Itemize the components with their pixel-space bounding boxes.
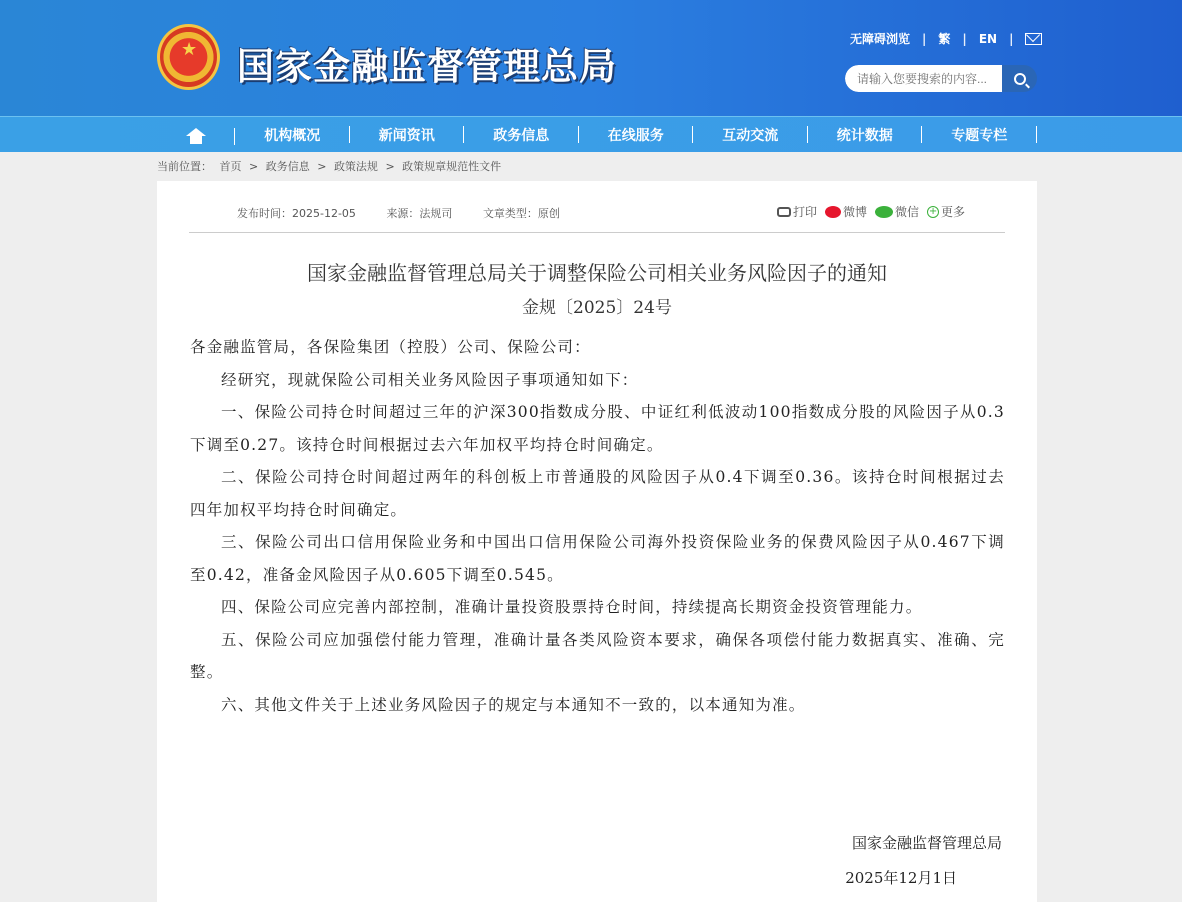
paragraph: 四、保险公司应完善内部控制，准确计量投资股票持仓时间，持续提高长期资金投资管理能力。 (221, 598, 923, 616)
article-panel (157, 181, 1037, 902)
traditional-chinese-link[interactable]: 繁 (938, 32, 951, 46)
nav-item[interactable]: 新闻资讯 (350, 125, 465, 145)
paragraph: 二、保险公司持仓时间超过两年的科创板上市普通股的风险因子从0.4下调至0.36。该持仓时间根据过去四年加权平均持仓时间确定。 (190, 468, 1005, 519)
main-nav (0, 116, 1182, 152)
breadcrumb (157, 158, 505, 174)
weibo-share-button[interactable] (825, 203, 867, 220)
breadcrumb-home[interactable]: 首页 (219, 160, 242, 173)
paragraph: 五、保险公司应加强偿付能力管理，准确计量各类风险资本要求，确保各项偿付能力数据真实、准确、完整。 (190, 630, 1005, 681)
paragraph: 三、保险公司出口信用保险业务和中国出口信用保险公司海外投资保险业务的保费风险因子从0.467下调至0.42，准备金风险因子从0.605下调至0.545。 (190, 533, 1005, 584)
nav-item[interactable]: 机构概况 (235, 125, 350, 145)
publish-date: 发布时间：2025-12-05 (237, 207, 356, 220)
article-title: 国家金融监督管理总局关于调整保险公司相关业务风险因子的通知 (307, 261, 887, 285)
accessibility-link[interactable]: 无障碍浏览 (850, 32, 911, 46)
nav-item[interactable]: 统计数据 (808, 125, 923, 145)
search-icon (1014, 73, 1026, 85)
paragraph: 经研究，现就保险公司相关业务风险因子事项通知如下： (221, 370, 639, 389)
site-header (0, 0, 1182, 116)
paragraph: 六、其他文件关于上述业务风险因子的规定与本通知不一致的，以本通知为准。 (221, 695, 806, 714)
salutation: 各金融监管局，各保险集团（控股）公司、保险公司： (190, 338, 591, 356)
wechat-icon (875, 206, 893, 218)
article-body (190, 331, 1005, 721)
wechat-share-button[interactable] (875, 203, 919, 220)
more-label: 更多 (941, 205, 966, 219)
english-link[interactable]: EN (978, 31, 998, 46)
mail-icon[interactable] (1025, 33, 1042, 45)
document-number: 金规〔2025〕24号 (522, 298, 672, 318)
search-input[interactable] (845, 65, 1002, 92)
breadcrumb-gov-info[interactable]: 政务信息 (265, 160, 310, 173)
breadcrumb-policy[interactable]: 政策法规 (333, 160, 378, 173)
plus-icon: + (928, 205, 938, 217)
weibo-icon (825, 206, 841, 218)
breadcrumb-sep: > (385, 160, 395, 173)
national-emblem-logo[interactable]: ★ (157, 24, 220, 90)
printer-icon (777, 207, 791, 217)
print-button[interactable] (777, 203, 817, 220)
print-label: 打印 (793, 205, 818, 219)
sign-date: 2025年12月1日 (845, 869, 957, 887)
divider (189, 232, 1005, 233)
breadcrumb-sep: > (317, 160, 327, 173)
article-meta (237, 205, 587, 221)
breadcrumb-sep: > (249, 160, 259, 173)
nav-item[interactable]: 专题专栏 (922, 125, 1037, 145)
nav-item[interactable]: 互动交流 (693, 125, 808, 145)
nav-item[interactable]: 政务信息 (464, 125, 579, 145)
article-type: 文章类型：原创 (482, 207, 560, 220)
issuer: 国家金融监督管理总局 (851, 834, 1002, 852)
paragraph: 一、保险公司持仓时间超过三年的沪深300指数成分股、中证红利低波动100指数成分股的风险因子从0.3下调至0.27。该持仓时间根据过去六年加权平均持仓时间确定。 (190, 403, 1005, 454)
weibo-label: 微博 (843, 205, 868, 219)
home-icon (186, 128, 206, 136)
share-bar (777, 203, 973, 220)
search-button[interactable] (1002, 65, 1037, 92)
site-title[interactable]: 国家金融监督管理总局 (237, 45, 617, 88)
breadcrumb-regulations[interactable]: 政策规章规范性文件 (402, 160, 502, 173)
breadcrumb-label: 当前位置： (157, 160, 212, 173)
source: 来源：法规司 (386, 207, 453, 220)
more-share-button[interactable] (927, 203, 965, 220)
nav-home[interactable] (157, 127, 235, 143)
search-box (845, 65, 1037, 92)
nav-item[interactable]: 在线服务 (579, 125, 694, 145)
signature-block (845, 826, 1002, 896)
wechat-label: 微信 (895, 205, 920, 219)
top-links: 无障碍浏览 | 繁 | EN | (850, 30, 1042, 47)
